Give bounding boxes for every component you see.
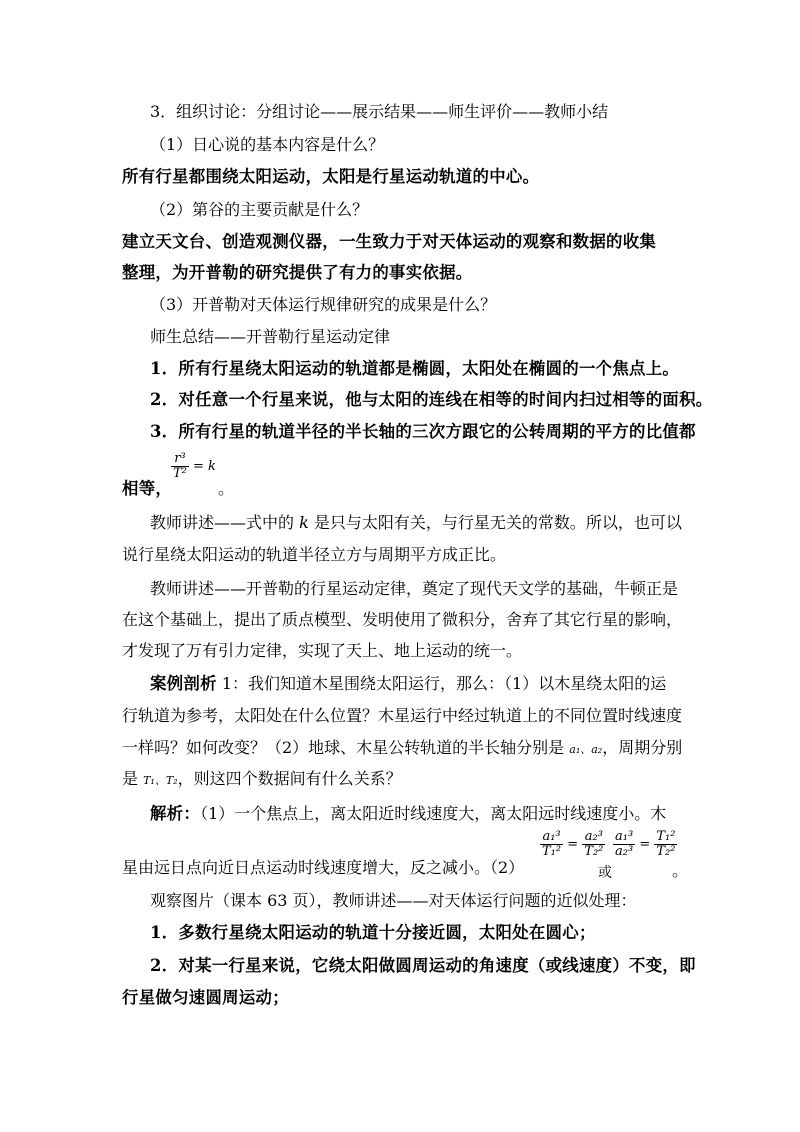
- fa-d2: T₂²: [584, 844, 604, 859]
- fb-d1: a₂³: [615, 844, 634, 859]
- k-symbol: k: [299, 513, 309, 532]
- t1-a: 教师讲述——式中的: [150, 513, 300, 532]
- kepler-numerator: r³: [171, 452, 189, 467]
- case-text-3b: ，周期分别: [602, 738, 683, 757]
- frac-a2: [582, 830, 605, 859]
- frac-b1: [613, 830, 635, 859]
- fa-d1: T₁²: [542, 844, 562, 859]
- teacher-note-2-line-3: 才发现了万有引力定律，实现了天上、地上运动的统一。: [122, 641, 523, 660]
- question-2: （2）第谷的主要贡献是什么？: [150, 200, 369, 219]
- section-header: 3．组织讨论：分组讨论——展示结果——师生评价——教师小结: [150, 102, 609, 121]
- observe-line: 观察图片（课本 63 页），教师讲述——对天体运行问题的近似处理：: [150, 891, 637, 910]
- formula-ratio-a: $\frac{\text{a₁³}}{\text{T₁²}}$ = $\frac{\text{a₂³}}{\text{T₂²}}$: [542, 829, 604, 859]
- case-line-2: 行轨道为参考，太阳处在什么位置？木星运行中经过轨道上的不同位置时线速度: [122, 706, 683, 725]
- analysis-label: 解析：: [150, 804, 201, 823]
- kepler-law-1: 1．所有行星绕太阳运动的轨道都是椭圆，太阳处在椭圆的一个焦点上。: [150, 359, 680, 378]
- formula-ratio-b: $\frac{\text{a₁³}}{\text{a₂³}}$ = $\frac{\text{T₁²}}{\text{T₂²}}$: [615, 829, 676, 859]
- analysis-line-2: 星由远日点向近日点运动时线速度增大，反之减小。（2）: [122, 858, 525, 877]
- or-word: 或: [598, 865, 612, 881]
- case-text-3a: 一样吗？如何改变？（2）地球、木星公转轨道的半长轴分别是: [122, 738, 570, 757]
- case-t-symbols: T₁、T₂: [143, 774, 178, 787]
- fb-d2: T₂²: [656, 844, 676, 859]
- case-line-1: [150, 673, 666, 695]
- kepler-law-2: 2．对任意一个行星来说，他与太阳的连线在相等的时间内扫过相等的面积。: [150, 390, 713, 409]
- analysis-text-1: （1）一个焦点上，离太阳近时线速度大，离太阳远时线速度小。木: [200, 804, 667, 823]
- kepler-formula: [171, 452, 216, 481]
- answer-1: 所有行星都围绕太阳运动，太阳是行星运动轨道的中心。: [122, 167, 540, 186]
- case-a-symbols: a₁、a₂: [569, 743, 603, 756]
- fb-n1: a₁³: [615, 829, 634, 844]
- teacher-note-1-line-1: [150, 512, 682, 534]
- answer-2-line-2: 整理，为开普勒的研究提供了有力的事实依据。: [122, 263, 473, 282]
- question-1: （1）日心说的基本内容是什么？: [150, 135, 385, 154]
- law3-prefix: 相等，: [122, 479, 173, 498]
- answer-2-line-1: 建立天文台、创造观测仪器，一生致力于对天体运动的观察和数据的收集: [122, 232, 657, 251]
- teacher-note-1-line-2: 说行星绕太阳运动的轨道半径立方与周期平方成正比。: [122, 545, 507, 564]
- t1-b: 是只与太阳有关，与行星无关的常数。所以，也可以: [308, 513, 682, 532]
- case-text-4b: ，则这四个数据间有什么关系？: [177, 769, 402, 788]
- analysis-end: 。: [672, 861, 689, 880]
- kepler-fraction: [171, 452, 189, 481]
- approx-1: 1．多数行星绕太阳运动的轨道十分接近圆，太阳处在圆心；: [150, 923, 596, 942]
- approx-2-line-2: 行星做匀速圆周运动；: [122, 988, 289, 1007]
- case-line-4: [122, 768, 402, 792]
- summary-title: 师生总结——开普勒行星运动定律: [150, 327, 391, 346]
- case-text-4a: 是: [122, 769, 144, 788]
- frac-a1: [540, 830, 563, 859]
- case-label: 案例剖析: [150, 674, 217, 693]
- kepler-law-3-line-2: [122, 478, 172, 500]
- fa-n2: a₂³: [582, 830, 605, 845]
- teacher-note-2-line-2: 在这个基础上，提出了质点模型、发明使用了微积分，舍弃了其它行星的影响，: [122, 610, 683, 629]
- teacher-note-2-line-1: 教师讲述——开普勒的行星运动定律，奠定了现代天文学的基础，牛顿正是: [150, 579, 679, 598]
- approx-2-line-1: 2．对某一行星来说，它绕太阳做圆周运动的角速度（或线速度）不变，即: [150, 956, 696, 975]
- kepler-law-3-line-1: 3．所有行星的轨道半径的半长轴的三次方跟它的公转周期的平方的比值都: [150, 422, 696, 441]
- fb-n2: T₁²: [656, 829, 676, 844]
- case-text-1: 1：我们知道木星围绕太阳运行，那么：（1）以木星绕太阳的运: [216, 674, 667, 693]
- law3-suffix: 。: [218, 479, 235, 498]
- analysis-line-1: [150, 803, 666, 825]
- kepler-denominator: T²: [173, 466, 187, 481]
- case-line-3: [122, 737, 682, 761]
- kepler-rhs: = k: [193, 459, 216, 474]
- fa-n1: a₁³: [540, 830, 563, 845]
- frac-b2: [654, 830, 677, 859]
- question-3: （3）开普勒对天体运行规律研究的成果是什么？: [150, 295, 497, 314]
